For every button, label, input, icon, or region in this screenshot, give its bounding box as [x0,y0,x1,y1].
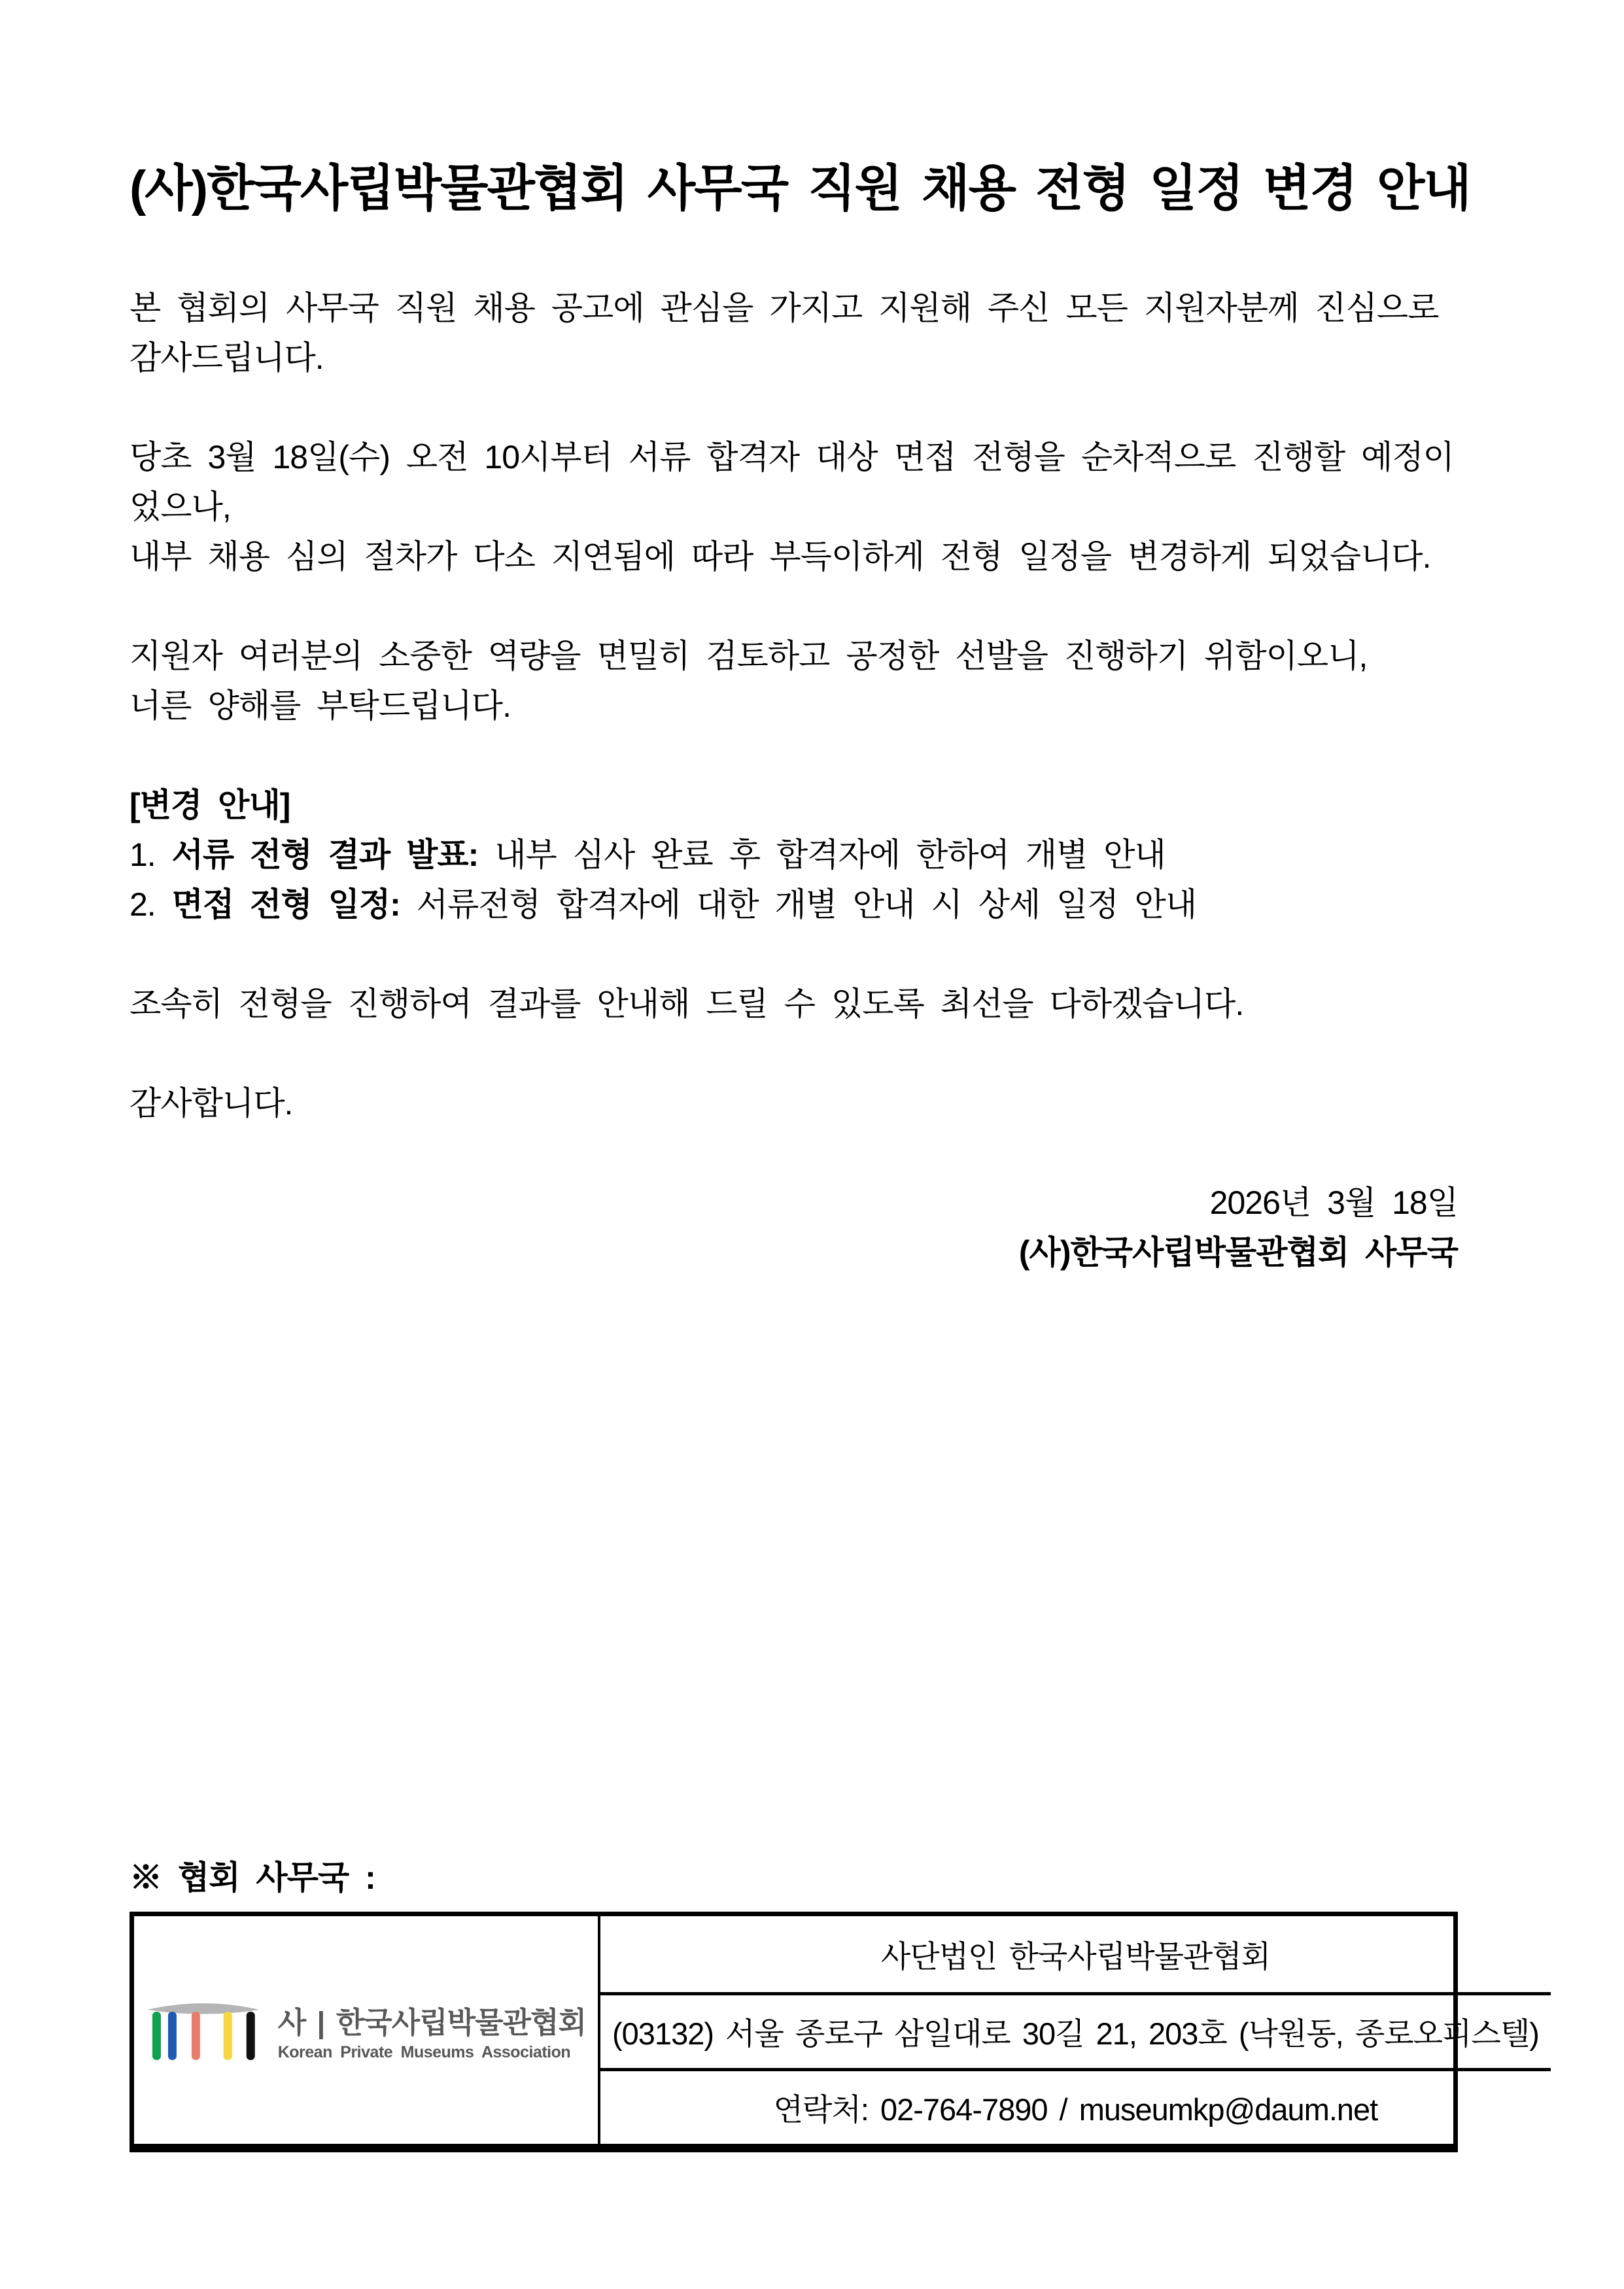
item-number: 2. [130,886,172,923]
table-row-address: (03132) 서울 종로구 삼일대로 30길 21, 203호 (낙원동, 종로오피스텔) [600,1992,1551,2068]
logo-bar-black [247,2012,255,2060]
footer-office-label: ※ 협회 사무국 : [130,1859,375,1896]
paragraph-line: 당초 3월 18일(수) 오전 10시부터 서류 합격자 대상 면접 전형을 순차적으로 진행할 예정이었으나, [130,439,1454,525]
item-number: 1. [130,836,172,873]
paragraph-reason [130,631,1458,731]
logo-wordmark [278,1999,586,2062]
table-row-org-name: 사단법인 한국사립박물관협회 [880,1938,1271,1974]
item-text: 내부 심사 완료 후 합격자에 한하여 개별 안내 [478,836,1166,873]
paragraph-line: 내부 채용 심의 절차가 다소 지연됨에 따라 부득이하게 전형 일정을 변경하게 되었습니다. [130,538,1431,575]
notice-heading: [변경 안내] [130,787,290,823]
item-label: 서류 전형 결과 발표: [171,836,479,873]
paragraph-line: 지원자 여러분의 소중한 역량을 면밀히 검토하고 공정한 선발을 진행하기 위함이오니, [130,638,1368,674]
notice-item-2 [130,880,1458,929]
logo-bar-yellow [224,2012,232,2060]
logo-roof-shape [147,2003,260,2014]
logo-bar-salmon [192,2012,200,2060]
logo-bar-blue [168,2012,177,2060]
association-logo [134,1916,600,2144]
table-row-contact: 연락처: 02-764-7890 / museumkp@daum.net [600,2068,1551,2144]
logo-korean-name: 사 | 한국사립박물관협회 [277,2005,586,2039]
document-content [130,0,1539,2152]
paragraph-line: 본 협회의 사무국 직원 채용 공고에 관심을 가지고 지원해 주신 모든 지원자분께 진심으로 감사드립니다. [130,290,1439,376]
logo-english-name: Korean Private Museums Association [277,2042,571,2061]
item-text: 서류전형 합격자에 대한 개별 안내 시 상세 일정 안내 [400,886,1197,923]
paragraph-schedule-original [130,432,1458,581]
association-logo-icon [146,1999,261,2061]
signature: (사)한국사립박물관협회 사무국 [1018,1234,1458,1271]
notice-item-1 [130,830,1458,880]
paragraph-closing [130,1078,1458,1128]
paragraph-line: 너른 양해를 부탁드립니다. [130,687,511,724]
signature-block [130,1178,1458,1277]
paragraph-intro [130,283,1458,383]
paragraph-promise [130,979,1458,1029]
notice-section [130,780,1458,929]
item-label: 면접 전형 일정: [171,886,400,923]
office-info-table [130,1912,1539,2152]
paragraph-line: 조속히 전형을 진행하여 결과를 안내해 드릴 수 있도록 최선을 다하겠습니다. [130,986,1244,1022]
document-date: 2026년 3월 18일 [1209,1184,1458,1221]
paragraph-line: 감사합니다. [130,1085,293,1122]
logo-bar-green [152,2012,161,2060]
page-title: (사)한국사립박물관협회 사무국 직원 채용 전형 일정 변경 안내 [130,161,1470,216]
